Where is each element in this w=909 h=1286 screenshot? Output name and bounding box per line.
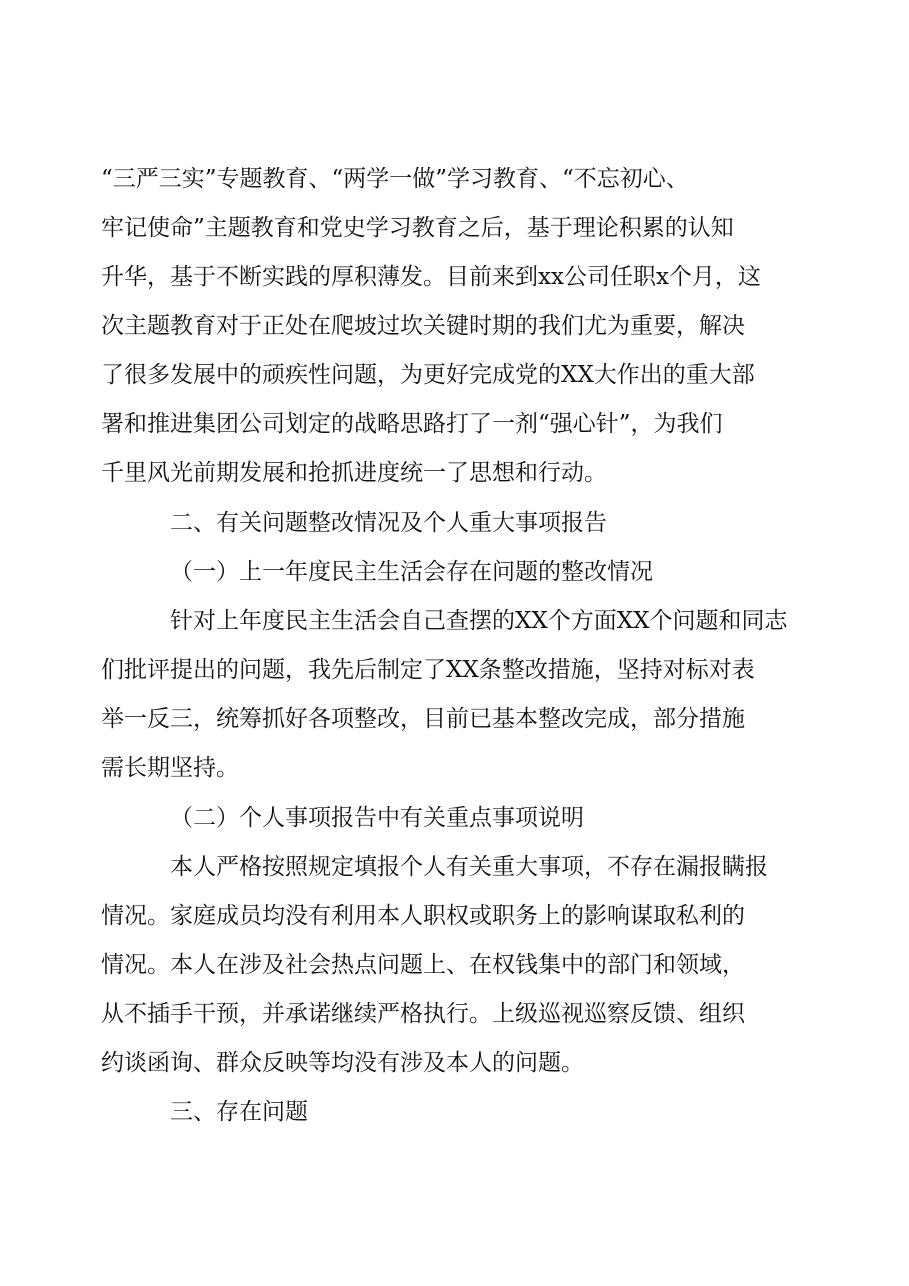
text-line: 约谈函询、群众反映等均没有涉及本人的问题。 — [101, 1050, 584, 1076]
text-line: 千里风光前期发展和抢抓进度统一了思想和行动。 — [101, 460, 607, 486]
text-line: 了很多发展中的顽疾性问题，为更好完成党的XX大作出的重大部 — [101, 362, 755, 388]
text-line: 署和推进集团公司划定的战略思路打了一剂“强心针”，为我们 — [101, 411, 723, 437]
text-line: 情况。本人在涉及社会热点问题上、在权钱集中的部门和领域， — [101, 952, 745, 978]
text-line: 本人严格按照规定填报个人有关重大事项，不存在漏报瞒报 — [170, 854, 768, 880]
text-line: 们批评提出的问题，我先后制定了XX条整改措施，坚持对标对表 — [101, 657, 755, 683]
text-line: 升华，基于不断实践的厚积薄发。目前来到xx公司任职x个月，这 — [101, 264, 761, 290]
text-line: 情况。家庭成员均没有利用本人职权或职务上的影响谋取私利的 — [101, 903, 745, 929]
text-line: 需长期坚持。 — [101, 755, 239, 781]
subsection-heading: （二）个人事项报告中有关重点事项说明 — [170, 805, 584, 831]
text-line: 次主题教育对于正处在爬坡过坎关键时期的我们尤为重要，解决 — [101, 313, 745, 339]
text-line: 举一反三，统筹抓好各项整改，目前已基本整改完成，部分措施 — [101, 706, 745, 732]
text-line: “三严三实”专题教育、“两学一做”学习教育、“不忘初心、 — [101, 166, 689, 192]
text-line: 针对上年度民主生活会自己查摆的XX个方面XX个问题和同志 — [170, 608, 788, 634]
text-line: 牢记使命”主题教育和党史学习教育之后，基于理论积累的认知 — [101, 215, 734, 241]
section-heading: 三、存在问题 — [170, 1099, 308, 1125]
subsection-heading: （一）上一年度民主生活会存在问题的整改情况 — [170, 559, 653, 585]
text-line: 从不插手干预，并承诺继续严格执行。上级巡视巡察反馈、组织 — [101, 1001, 745, 1027]
section-heading: 二、有关问题整改情况及个人重大事项报告 — [170, 510, 607, 536]
